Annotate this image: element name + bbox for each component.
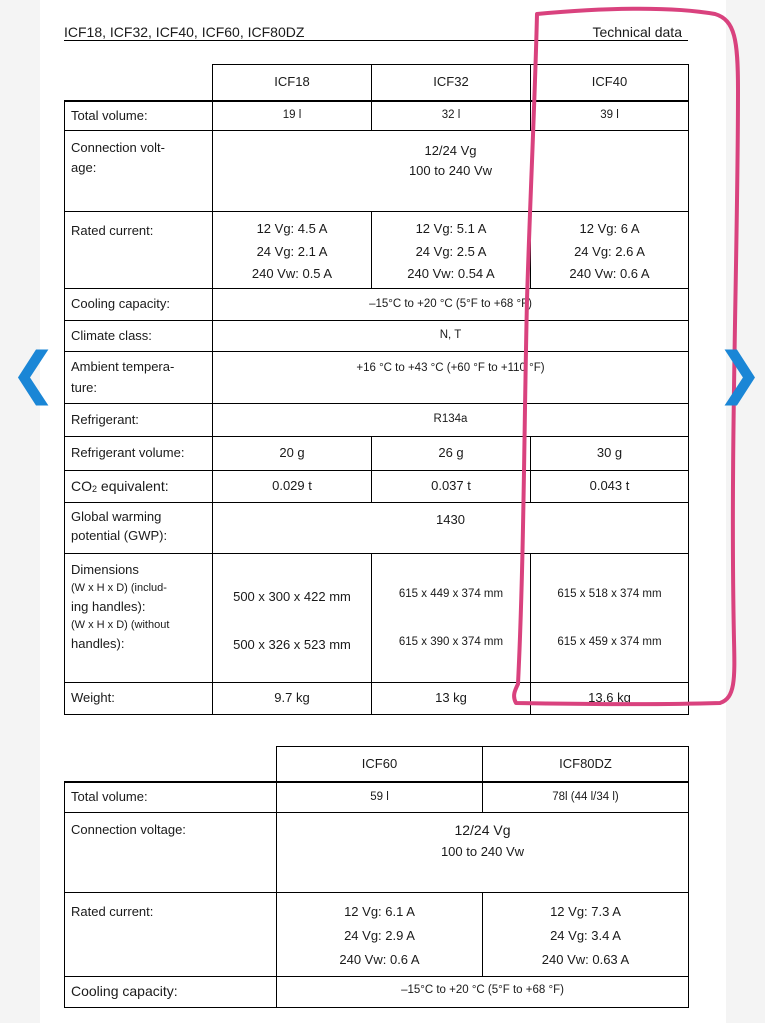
connection-voltage-value: [277, 820, 688, 868]
voltage-dc: 12/24 Vg: [424, 143, 477, 158]
label-line: (W x H x D) (without: [71, 619, 170, 632]
current-12v: 12 Vg: 6 A: [579, 220, 640, 236]
current-240v: 240 Vw: 0.6 A: [339, 952, 420, 968]
row-label-rated-current: Rated current:: [71, 222, 154, 238]
row-label-rated-current: Rated current:: [71, 903, 154, 919]
voltage-ac: 100 to 240 Vw: [408, 163, 493, 179]
rated-current-icf40: [531, 218, 688, 286]
page-header: [64, 24, 688, 41]
current-24v: 24 Vg: 2.5 A: [415, 243, 487, 259]
current-24v: 24 Vg: 3.4 A: [550, 927, 621, 943]
current-12v: 12 Vg: 6.1 A: [344, 903, 415, 919]
co2-label-sub: 2: [92, 484, 98, 494]
voltage-dc: 12/24 Vg: [454, 822, 511, 838]
dimensions-with-handles-icf32: 615 x 449 x 374 mm: [398, 588, 504, 601]
weight-icf40: 13.6 kg: [588, 690, 631, 706]
current-12v: 12 Vg: 5.1 A: [415, 220, 487, 236]
current-12v: 12 Vg: 4.5 A: [256, 220, 328, 236]
label-line: Connection volt-: [71, 140, 165, 155]
dimensions-without-handles-icf32: 615 x 390 x 374 mm: [398, 636, 504, 649]
total-volume-icf60: 59 l: [370, 790, 389, 803]
column-header-icf40: ICF40: [591, 74, 628, 90]
label-line: (W x H x D) (includ-: [71, 582, 167, 595]
current-240v: 240 Vw: 0.6 A: [569, 266, 650, 282]
rated-current-icf18: [213, 218, 371, 286]
header-models: ICF18, ICF32, ICF40, ICF60, ICF80DZ: [64, 24, 305, 40]
label-line: Dimensions: [71, 562, 139, 577]
cooling-capacity-value: –15°C to +20 °C (5°F to +68 °F): [369, 297, 532, 310]
column-header-icf80dz: ICF80DZ: [559, 755, 612, 771]
co2-equivalent-icf40: 0.043 t: [589, 478, 630, 494]
row-label-weight: Weight:: [71, 690, 115, 706]
label-line: Global warming: [71, 509, 162, 524]
voltage-ac: 100 to 240 Vw: [440, 843, 525, 859]
ambient-temperature-value: +16 °C to +43 °C (+60 °F to +110 °F): [356, 362, 545, 375]
rated-current-icf80dz: [483, 899, 688, 973]
co2-equivalent-icf32: 0.037 t: [431, 478, 471, 494]
label-line: potential (GWP):: [71, 527, 168, 543]
gwp-value: 1430: [436, 511, 465, 527]
weight-icf18: 9.7 kg: [274, 690, 310, 706]
current-24v: 24 Vg: 2.1 A: [256, 243, 328, 259]
label-line: Ambient tempera-: [71, 359, 175, 375]
row-label-total-volume: Total volume:: [71, 107, 148, 123]
refrigerant-volume-icf40: 30 g: [596, 445, 623, 461]
dimensions-with-handles-icf18: 500 x 300 x 422 mm: [233, 588, 351, 604]
row-label-total-volume: Total volume:: [71, 789, 148, 805]
row-label-gwp: [65, 508, 212, 552]
label-line: ture:: [71, 379, 98, 395]
dimensions-without-handles-icf40: 615 x 459 x 374 mm: [557, 636, 662, 649]
weight-icf32: 13 kg: [435, 690, 467, 706]
row-label-cooling-capacity: Cooling capacity:: [71, 296, 170, 312]
rated-current-icf60: [277, 899, 482, 973]
column-header-icf60: ICF60: [361, 755, 398, 771]
current-24v: 24 Vg: 2.9 A: [344, 927, 415, 943]
refrigerant-volume-icf32: 26 g: [438, 445, 464, 461]
row-label-cooling-capacity: Cooling capacity:: [71, 983, 178, 1000]
climate-class-value: N, T: [439, 329, 462, 342]
connection-voltage-value: [213, 141, 688, 185]
label-line: handles):: [71, 636, 125, 652]
current-12v: 12 Vg: 7.3 A: [550, 903, 621, 919]
co2-label-b: equivalent:: [97, 478, 169, 494]
dimensions-without-handles-icf18: 500 x 326 x 523 mm: [233, 636, 351, 652]
label-line: ing handles):: [71, 599, 146, 615]
column-header-icf18: ICF18: [274, 74, 310, 90]
next-page-chevron-icon[interactable]: ❯: [716, 341, 763, 406]
refrigerant-value: R134a: [433, 413, 468, 426]
total-volume-icf40: 39 l: [600, 109, 619, 122]
row-label-ambient-temperature: [65, 352, 212, 403]
header-section: Technical data: [592, 24, 682, 40]
row-label-refrigerant-volume: Refrigerant volume:: [71, 445, 185, 461]
total-volume-icf18: 19 l: [282, 109, 302, 122]
row-label-connection-voltage: Connection voltage:: [71, 822, 186, 837]
row-label-co2-equivalent: [65, 471, 212, 502]
co2-equivalent-icf18: 0.029 t: [272, 478, 312, 494]
row-label-climate-class: Climate class:: [71, 327, 152, 343]
current-240v: 240 Vw: 0.54 A: [407, 266, 495, 282]
label-line: age:: [71, 160, 97, 176]
dimensions-with-handles-icf40: 615 x 518 x 374 mm: [557, 588, 662, 601]
row-label-refrigerant: Refrigerant:: [71, 411, 139, 427]
row-label-connection-voltage: [65, 138, 212, 188]
current-240v: 240 Vw: 0.5 A: [251, 266, 333, 282]
cooling-capacity-value: –15°C to +20 °C (5°F to +68 °F): [401, 983, 564, 996]
row-label-dimensions: [65, 560, 212, 678]
previous-page-chevron-icon[interactable]: ❮: [10, 341, 57, 406]
total-volume-icf80dz: 78l (44 l/34 l): [552, 790, 619, 803]
refrigerant-volume-icf18: 20 g: [279, 445, 305, 461]
current-24v: 24 Vg: 2.6 A: [574, 243, 645, 259]
total-volume-icf32: 32 l: [441, 109, 461, 122]
rated-current-icf32: [372, 218, 530, 286]
current-240v: 240 Vw: 0.63 A: [541, 952, 630, 968]
co2-label-a: CO: [71, 478, 92, 494]
column-header-icf32: ICF32: [433, 74, 469, 90]
